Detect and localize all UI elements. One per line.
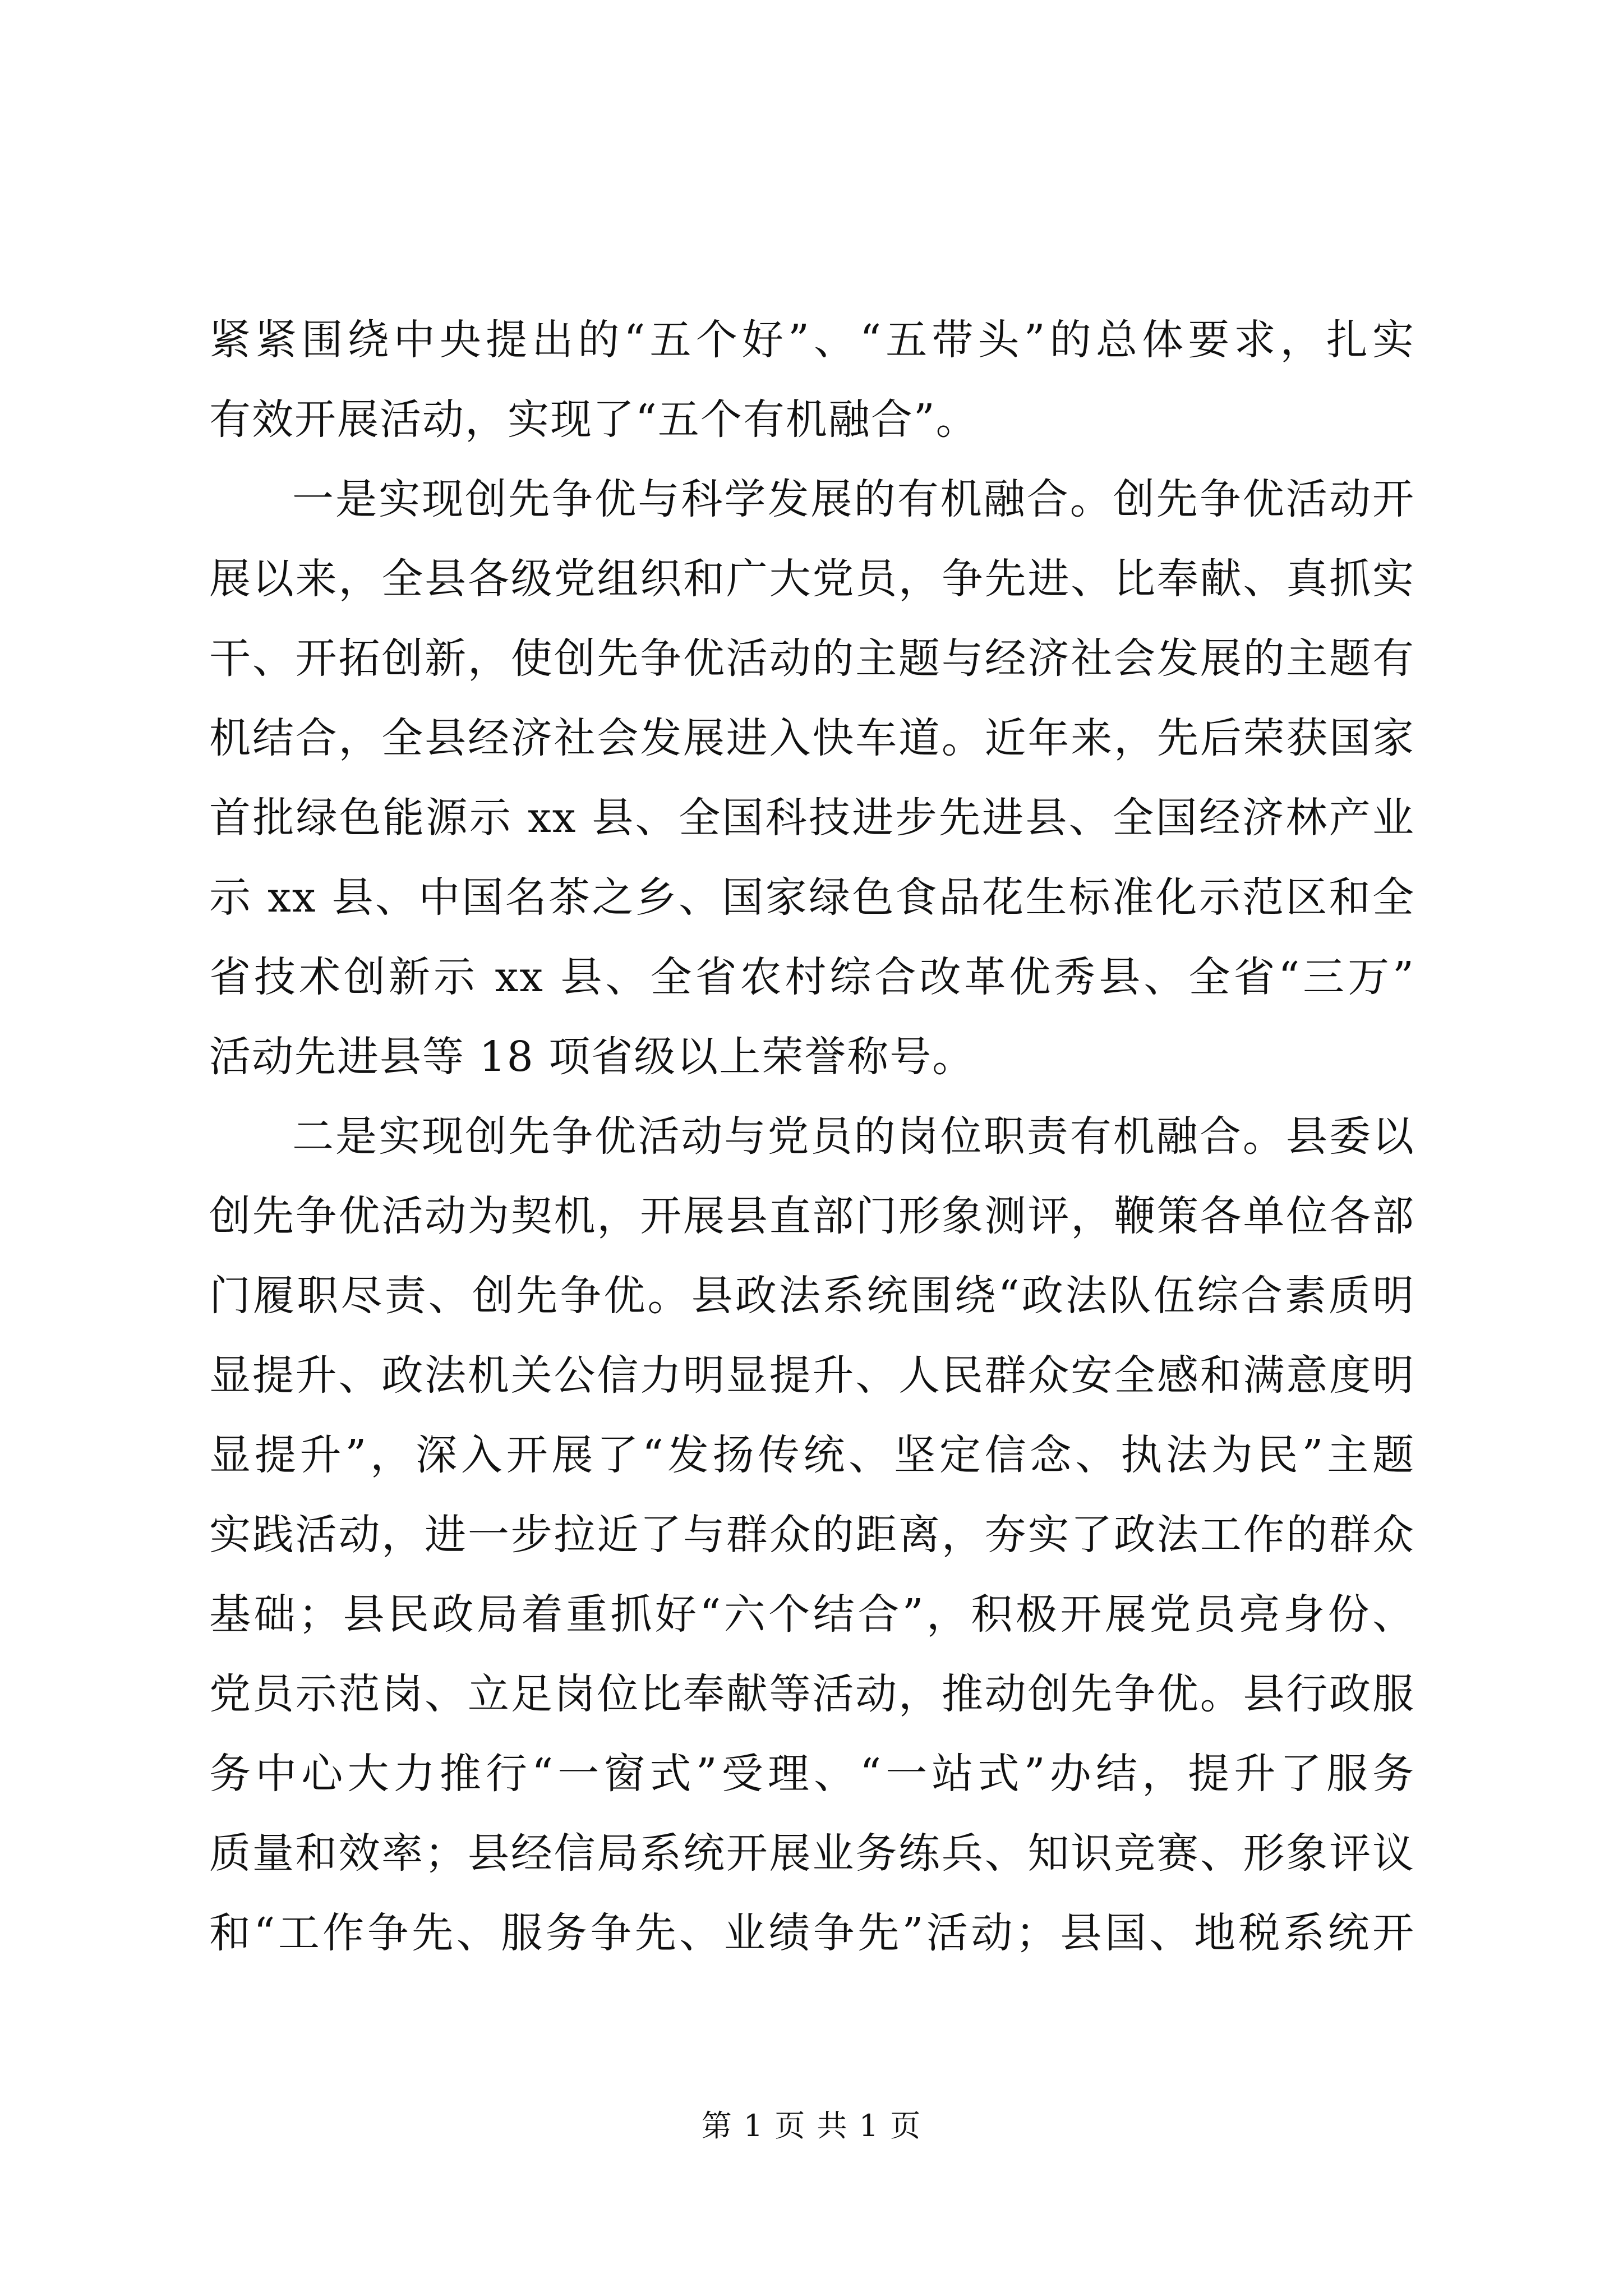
paragraph-line: 创先争优活动为契机，开展县直部门形象测评，鞭策各单位各部 xyxy=(209,1192,1415,1240)
paragraph-line: 活动先进县等 18 项省级以上荣誉称号。 xyxy=(209,1033,975,1081)
paragraph-line: 实践活动，进一步拉近了与群众的距离，夯实了政法工作的群众 xyxy=(209,1511,1415,1559)
paragraph-line: 基础；县民政局着重抓好“六个结合”，积极开展党员亮身份、 xyxy=(209,1590,1415,1639)
page-number-footer: 第 1 页 共 1 页 xyxy=(701,2108,922,2143)
paragraph-line: 省技术创新示 xx 县、全省农村综合改革优秀县、全省“三万” xyxy=(209,953,1415,1001)
paragraph-line: 一是实现创先争优与科学发展的有机融合。创先争优活动开 xyxy=(292,475,1415,523)
document-body xyxy=(209,300,1415,1973)
paragraph-line: 二是实现创先争优活动与党员的岗位职责有机融合。县委以 xyxy=(292,1112,1415,1161)
paragraph-line: 和“工作争先、服务争先、业绩争先”活动；县国、地税系统开 xyxy=(209,1909,1415,1957)
paragraph-line: 务中心大力推行“一窗式”受理、“一站式”办结，提升了服务 xyxy=(209,1750,1415,1798)
paragraph-line: 机结合，全县经济社会发展进入快车道。近年来，先后荣获国家 xyxy=(209,714,1415,762)
paragraph-line: 显提升”，深入开展了“发扬传统、坚定信念、执法为民”主题 xyxy=(209,1431,1415,1479)
paragraph-line: 质量和效率；县经信局系统开展业务练兵、知识竞赛、形象评议 xyxy=(209,1829,1415,1878)
paragraph-line: 党员示范岗、立足岗位比奉献等活动，推动创先争优。县行政服 xyxy=(209,1670,1415,1718)
paragraph-line: 紧紧围绕中央提出的“五个好”、“五带头”的总体要求，扎实 xyxy=(209,316,1415,364)
paragraph-line: 示 xx 县、中国名茶之乡、国家绿色食品花生标准化示范区和全 xyxy=(209,873,1415,922)
paragraph-line: 显提升、政法机关公信力明显提升、人民群众安全感和满意度明 xyxy=(209,1351,1415,1400)
paragraph-line: 有效开展活动，实现了“五个有机融合”。 xyxy=(209,395,979,444)
paragraph-line: 门履职尽责、创先争优。县政法系统围绕“政法队伍综合素质明 xyxy=(209,1272,1415,1320)
paragraph-line: 首批绿色能源示 xx 县、全国科技进步先进县、全国经济林产业 xyxy=(209,794,1415,842)
paragraph-line: 干、开拓创新，使创先争优活动的主题与经济社会发展的主题有 xyxy=(209,634,1415,683)
paragraph-line: 展以来，全县各级党组织和广大党员，争先进、比奉献、真抓实 xyxy=(209,555,1415,603)
